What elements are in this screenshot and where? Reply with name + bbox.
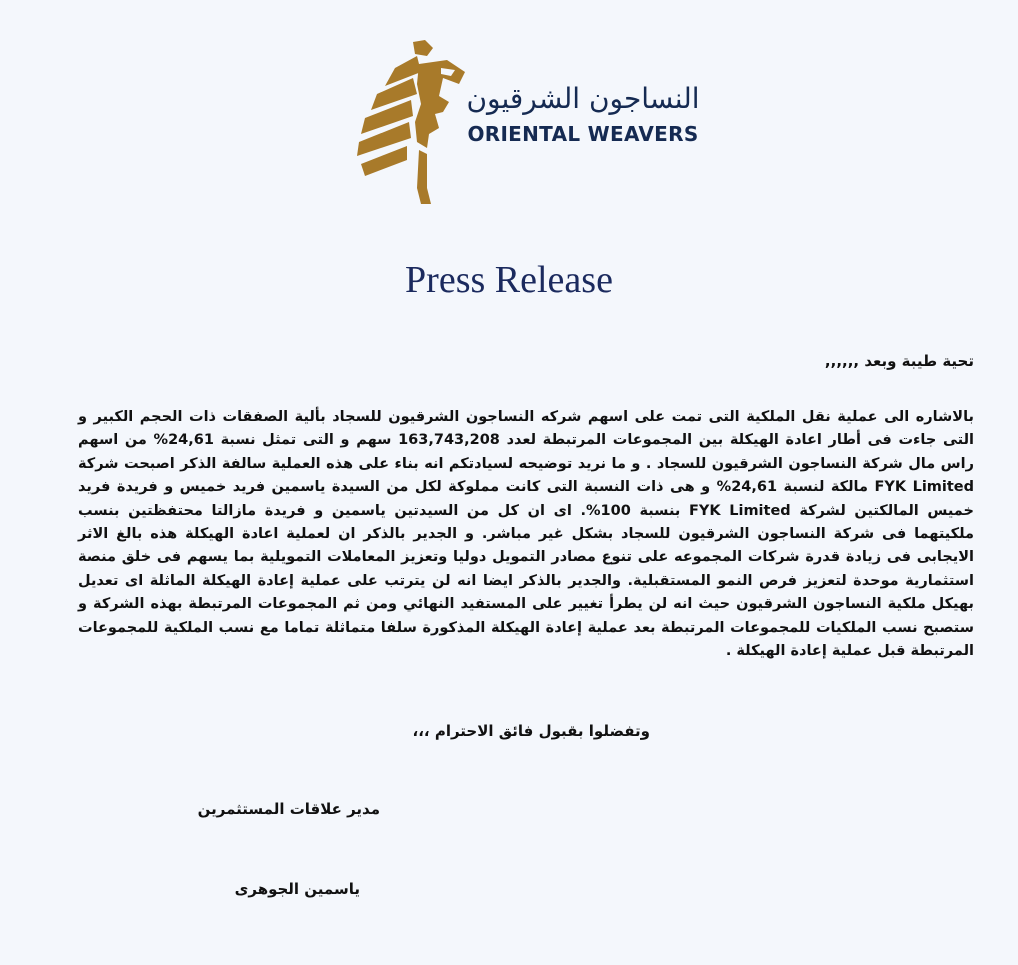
signatory-title: مدير علاقات المستثمرين (197, 800, 380, 818)
signatory-name: ياسمين الجوهرى (234, 880, 360, 898)
company-logo (355, 38, 715, 208)
logo-arabic-name: النساجون الشرقيون (466, 82, 700, 115)
page-title: Press Release (405, 259, 613, 301)
closing-line: وتفضلوا بقبول فائق الاحترام ،،، (412, 722, 650, 740)
body-paragraph: بالاشاره الى عملية نقل الملكية التى تمت على اسهم شركه النساجون الشرقيون للسجاد بألية الصفقات ذات الحجم الكبير و التى جاءت فى أطار اعادة الهيكلة بين المجموعات المرتبطة لعدد 163,743,208 سهم و التى تمثل نسبة 24,61% من اسهم راس مال شركة النساجون الشرقيون للسجاد . و ما نريد توضيحه لسيادتكم انه بناء على هذه العملية سالفة الذكر اصبحت شركة FYK Limited مالكة لنسبة 24,61% و هى ذات النسبة التى كانت مملوكة لكل من السيدة ياسمين فريد خميس و فريدة فريد خميس المالكتين لشركة FYK Limited بنسبة 100%. اى ان كل من السيدتين ياسمين و فريدة مازالتا محتفظتين بنسب ملكيتهما فى شركة النساجون الشرقيون للسجاد بشكل غير مباشر. و الجدير بالذكر ان لعملية اعادة الهيكلة هذه بالغ الاثر الايجابى فى زيادة قدرة شركات المجموعه على تنوع مصادر التمويل دوليا وتعزيز المعاملات التمويلية بما يسهم فى خلق منصة استثمارية موحدة لتعزيز فرص النمو المستقبلية. والجدير بالذكر ايضا انه لن يترتب على عملية إعادة الهيكلة الماثلة اى تعديل بهيكل ملكية النساجون الشرقيون حيث انه لن يطرأ تغيير على المستفيد النهائي ومن ثم المجموعات المرتبطة بهذه الشركة و ستصبح نسب الملكيات للمجموعات المرتبطة بعد عملية إعادة الهيكلة المذكورة سلفا متماثلة تماما مع نسب الملكية للمجموعات المرتبطة قبل عملية إعادة الهيكلة . (78, 409, 975, 660)
pharaoh-logo-icon (355, 38, 473, 206)
logo-english-name: ORIENTAL WEAVERS (467, 122, 699, 146)
greeting: تحية طيبة وبعد ,,,,,, (824, 352, 974, 370)
